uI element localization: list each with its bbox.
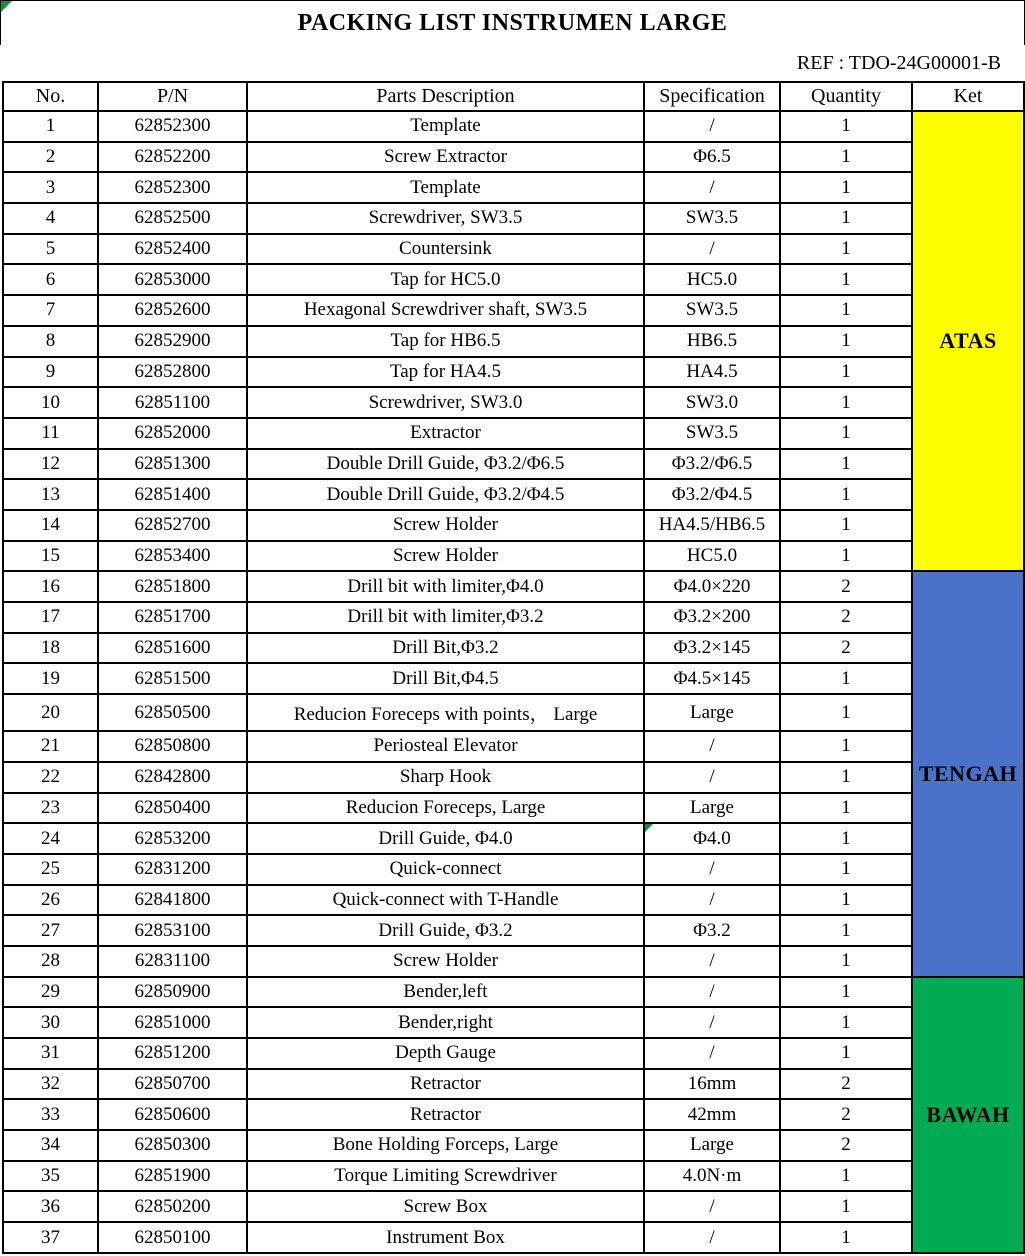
cell-qty: 1: [780, 387, 912, 418]
table-row: [3, 731, 1024, 762]
cell-desc: Screw Holder: [247, 946, 644, 977]
cell-no: 11: [3, 418, 98, 449]
ket-group-bawah: BAWAH: [912, 977, 1024, 1253]
table-row: [3, 571, 1024, 602]
cell-spec: /: [644, 854, 780, 885]
cell-spec: Large: [644, 793, 780, 824]
cell-desc: Depth Gauge: [247, 1038, 644, 1069]
table-row: [3, 541, 1024, 572]
table-row: [3, 418, 1024, 449]
cell-qty: 1: [780, 793, 912, 824]
cell-qty: 1: [780, 357, 912, 388]
cell-pn: 62851900: [98, 1161, 247, 1192]
cell-spec: HC5.0: [644, 264, 780, 295]
cell-qty: 1: [780, 977, 912, 1008]
cell-pn: 62850600: [98, 1099, 247, 1130]
table-body: [3, 111, 1024, 1253]
table-row: [3, 510, 1024, 541]
cell-desc: Drill bit with limiter,Φ3.2: [247, 602, 644, 633]
cell-no: 28: [3, 946, 98, 977]
cell-spec: 42mm: [644, 1099, 780, 1130]
table-row: [3, 449, 1024, 480]
cell-desc: Tap for HC5.0: [247, 264, 644, 295]
cell-qty: 1: [780, 264, 912, 295]
cell-desc: Screw Holder: [247, 541, 644, 572]
cell-pn: 62841800: [98, 885, 247, 916]
cell-spec: 4.0N·m: [644, 1161, 780, 1192]
table-row: [3, 663, 1024, 694]
table-row: [3, 326, 1024, 357]
cell-no: 24: [3, 823, 98, 854]
cell-spec: /: [644, 234, 780, 265]
table-row: [3, 823, 1024, 854]
cell-pn: 62853200: [98, 823, 247, 854]
column-header-pn: P/N: [98, 82, 247, 111]
cell-desc: Sharp Hook: [247, 762, 644, 793]
cell-pn: 62850100: [98, 1222, 247, 1253]
cell-no: 8: [3, 326, 98, 357]
cell-desc: Drill Bit,Φ4.5: [247, 663, 644, 694]
cell-desc: Reducion Foreceps, Large: [247, 793, 644, 824]
cell-pn: 62850400: [98, 793, 247, 824]
page-title: PACKING LIST INSTRUMEN LARGE: [297, 9, 728, 36]
cell-no: 14: [3, 510, 98, 541]
column-header-no: No.: [3, 82, 98, 111]
cell-desc: Double Drill Guide, Φ3.2/Φ6.5: [247, 449, 644, 480]
cell-spec: Large: [644, 694, 780, 731]
cell-qty: 2: [780, 1069, 912, 1100]
cell-qty: 1: [780, 1191, 912, 1222]
ref-label: REF : TDO-24G00001-B: [796, 51, 1001, 74]
cell-spec: SW3.0: [644, 387, 780, 418]
cell-pn: 62850200: [98, 1191, 247, 1222]
cell-desc: Screwdriver, SW3.0: [247, 387, 644, 418]
cell-no: 37: [3, 1222, 98, 1253]
cell-no: 5: [3, 234, 98, 265]
cell-desc: Double Drill Guide, Φ3.2/Φ4.5: [247, 479, 644, 510]
table-row: [3, 762, 1024, 793]
cell-spec: SW3.5: [644, 418, 780, 449]
cell-spec: Φ4.5×145: [644, 663, 780, 694]
cell-desc: Bender,left: [247, 977, 644, 1008]
cell-spec: /: [644, 172, 780, 203]
cell-no: 26: [3, 885, 98, 916]
cell-qty: 1: [780, 762, 912, 793]
cell-spec: HA4.5: [644, 357, 780, 388]
cell-desc: Periosteal Elevator: [247, 731, 644, 762]
cell-spec: HC5.0: [644, 541, 780, 572]
cell-spec: /: [644, 1191, 780, 1222]
cell-desc: Screwdriver, SW3.5: [247, 203, 644, 234]
cell-no: 22: [3, 762, 98, 793]
cell-desc: Tap for HA4.5: [247, 357, 644, 388]
cell-no: 30: [3, 1007, 98, 1038]
cell-desc: Template: [247, 111, 644, 142]
cell-desc: Bone Holding Forceps, Large: [247, 1130, 644, 1161]
cell-no: 15: [3, 541, 98, 572]
cell-pn: 62852700: [98, 510, 247, 541]
cell-pn: 62850700: [98, 1069, 247, 1100]
cell-desc: Countersink: [247, 234, 644, 265]
cell-no: 1: [3, 111, 98, 142]
cell-pn: 62853100: [98, 915, 247, 946]
cell-qty: 1: [780, 326, 912, 357]
cell-spec: SW3.5: [644, 203, 780, 234]
cell-no: 31: [3, 1038, 98, 1069]
cell-no: 33: [3, 1099, 98, 1130]
cell-qty: 2: [780, 633, 912, 664]
cell-spec: HB6.5: [644, 326, 780, 357]
cell-pn: 62850300: [98, 1130, 247, 1161]
cell-no: 16: [3, 571, 98, 602]
table-row: [3, 854, 1024, 885]
cell-spec: /: [644, 885, 780, 916]
cell-desc: Instrument Box: [247, 1222, 644, 1253]
cell-qty: 1: [780, 234, 912, 265]
cell-spec: /: [644, 946, 780, 977]
comment-marker-icon: [645, 824, 653, 832]
cell-desc: Quick-connect with T-Handle: [247, 885, 644, 916]
cell-desc: Bender,right: [247, 1007, 644, 1038]
cell-desc: Drill Bit,Φ3.2: [247, 633, 644, 664]
cell-pn: 62852000: [98, 418, 247, 449]
cell-desc: Drill Guide, Φ3.2: [247, 915, 644, 946]
table-row: [3, 111, 1024, 142]
cell-pn: 62851200: [98, 1038, 247, 1069]
cell-pn: 62852200: [98, 142, 247, 173]
cell-qty: 1: [780, 823, 912, 854]
table-row: [3, 793, 1024, 824]
cell-qty: 1: [780, 663, 912, 694]
cell-no: 35: [3, 1161, 98, 1192]
table-row: [3, 885, 1024, 916]
cell-qty: 1: [780, 541, 912, 572]
cell-pn: 62851400: [98, 479, 247, 510]
cell-qty: 1: [780, 510, 912, 541]
cell-pn: 62852900: [98, 326, 247, 357]
cell-pn: 62851500: [98, 663, 247, 694]
cell-pn: 62850500: [98, 694, 247, 731]
cell-qty: 1: [780, 1007, 912, 1038]
cell-pn: 62852500: [98, 203, 247, 234]
cell-qty: 1: [780, 946, 912, 977]
cell-spec: /: [644, 1038, 780, 1069]
cell-spec: Φ3.2: [644, 915, 780, 946]
table-row: [3, 357, 1024, 388]
table-row: [3, 633, 1024, 664]
cell-spec: Φ3.2/Φ6.5: [644, 449, 780, 480]
column-header-description: Parts Description: [247, 82, 644, 111]
cell-no: 36: [3, 1191, 98, 1222]
cell-spec: Φ3.2×200: [644, 602, 780, 633]
table-row: [3, 1069, 1024, 1100]
column-header-quantity: Quantity: [780, 82, 912, 111]
cell-qty: 1: [780, 915, 912, 946]
cell-spec: HA4.5/HB6.5: [644, 510, 780, 541]
cell-pn: 62852800: [98, 357, 247, 388]
table-row: [3, 1191, 1024, 1222]
cell-pn: 62831100: [98, 946, 247, 977]
table-row: [3, 1038, 1024, 1069]
cell-spec: Φ6.5: [644, 142, 780, 173]
cell-pn: 62851100: [98, 387, 247, 418]
cell-qty: 1: [780, 172, 912, 203]
table-row: [3, 946, 1024, 977]
cell-desc: Reducion Foreceps with points， Large: [247, 694, 644, 731]
cell-no: 32: [3, 1069, 98, 1100]
cell-desc: Drill bit with limiter,Φ4.0: [247, 571, 644, 602]
cell-qty: 1: [780, 418, 912, 449]
column-header-ket: Ket: [912, 82, 1024, 111]
cell-qty: 2: [780, 1099, 912, 1130]
cell-desc: Extractor: [247, 418, 644, 449]
cell-spec: SW3.5: [644, 295, 780, 326]
packing-list-table: [2, 81, 1025, 1254]
table-row: [3, 234, 1024, 265]
cell-qty: 2: [780, 602, 912, 633]
cell-pn: 62853000: [98, 264, 247, 295]
cell-no: 12: [3, 449, 98, 480]
cell-spec: Φ3.2/Φ4.5: [644, 479, 780, 510]
cell-desc: Torque Limiting Screwdriver: [247, 1161, 644, 1192]
cell-qty: 1: [780, 885, 912, 916]
cell-qty: 1: [780, 1038, 912, 1069]
cell-no: 2: [3, 142, 98, 173]
cell-pn: 62852300: [98, 172, 247, 203]
table-row: [3, 203, 1024, 234]
table-row: [3, 387, 1024, 418]
header-row: [3, 82, 1024, 111]
cell-spec: /: [644, 111, 780, 142]
cell-qty: 1: [780, 111, 912, 142]
cell-qty: 2: [780, 571, 912, 602]
cell-qty: 1: [780, 1161, 912, 1192]
cell-qty: 1: [780, 142, 912, 173]
cell-desc: Quick-connect: [247, 854, 644, 885]
cell-no: 4: [3, 203, 98, 234]
table-row: [3, 264, 1024, 295]
cell-no: 19: [3, 663, 98, 694]
cell-spec: Φ4.0: [644, 823, 780, 854]
cell-no: 13: [3, 479, 98, 510]
cell-qty: 1: [780, 854, 912, 885]
cell-no: 7: [3, 295, 98, 326]
cell-qty: 1: [780, 1222, 912, 1253]
comment-marker-icon: [1, 1, 12, 12]
cell-qty: 1: [780, 203, 912, 234]
cell-spec: /: [644, 1007, 780, 1038]
cell-spec: Large: [644, 1130, 780, 1161]
table-row: [3, 602, 1024, 633]
cell-pn: 62852600: [98, 295, 247, 326]
cell-no: 21: [3, 731, 98, 762]
cell-spec: 16mm: [644, 1069, 780, 1100]
cell-pn: 62850900: [98, 977, 247, 1008]
table-row: [3, 1222, 1024, 1253]
cell-spec: Φ4.0×220: [644, 571, 780, 602]
table-row: [3, 694, 1024, 731]
cell-pn: 62851600: [98, 633, 247, 664]
cell-pn: 62831200: [98, 854, 247, 885]
ket-group-tengah: TENGAH: [912, 571, 1024, 976]
cell-qty: 1: [780, 295, 912, 326]
table-row: [3, 1007, 1024, 1038]
cell-qty: 2: [780, 1130, 912, 1161]
cell-spec: /: [644, 762, 780, 793]
cell-no: 29: [3, 977, 98, 1008]
cell-spec: /: [644, 1222, 780, 1253]
table-row: [3, 1161, 1024, 1192]
table-row: [3, 295, 1024, 326]
ref-row: [0, 45, 1025, 81]
cell-pn: 62851800: [98, 571, 247, 602]
cell-no: 27: [3, 915, 98, 946]
cell-spec: /: [644, 731, 780, 762]
cell-spec: Φ3.2×145: [644, 633, 780, 664]
column-header-specification: Specification: [644, 82, 780, 111]
cell-qty: 1: [780, 479, 912, 510]
table-row: [3, 172, 1024, 203]
cell-pn: 62842800: [98, 762, 247, 793]
table-row: [3, 977, 1024, 1008]
cell-no: 20: [3, 694, 98, 731]
cell-desc: Screw Extractor: [247, 142, 644, 173]
cell-no: 6: [3, 264, 98, 295]
table-row: [3, 479, 1024, 510]
table-row: [3, 1130, 1024, 1161]
cell-no: 34: [3, 1130, 98, 1161]
cell-pn: 62852400: [98, 234, 247, 265]
cell-no: 25: [3, 854, 98, 885]
cell-desc: Tap for HB6.5: [247, 326, 644, 357]
table-row: [3, 915, 1024, 946]
cell-desc: Drill Guide, Φ4.0: [247, 823, 644, 854]
table-row: [3, 142, 1024, 173]
cell-desc: Hexagonal Screwdriver shaft, SW3.5: [247, 295, 644, 326]
cell-pn: 62853400: [98, 541, 247, 572]
cell-no: 10: [3, 387, 98, 418]
table-row: [3, 1099, 1024, 1130]
cell-pn: 62852300: [98, 111, 247, 142]
cell-no: 18: [3, 633, 98, 664]
cell-desc: Template: [247, 172, 644, 203]
cell-no: 3: [3, 172, 98, 203]
cell-pn: 62851300: [98, 449, 247, 480]
cell-qty: 1: [780, 731, 912, 762]
cell-no: 9: [3, 357, 98, 388]
cell-no: 23: [3, 793, 98, 824]
cell-desc: Screw Box: [247, 1191, 644, 1222]
cell-no: 17: [3, 602, 98, 633]
cell-pn: 62851700: [98, 602, 247, 633]
ket-group-atas: ATAS: [912, 111, 1024, 571]
cell-spec: /: [644, 977, 780, 1008]
cell-desc: Screw Holder: [247, 510, 644, 541]
title-box: [0, 0, 1025, 45]
cell-qty: 1: [780, 449, 912, 480]
cell-pn: 62850800: [98, 731, 247, 762]
cell-desc: Retractor: [247, 1099, 644, 1130]
cell-pn: 62851000: [98, 1007, 247, 1038]
cell-qty: 1: [780, 694, 912, 731]
cell-desc: Retractor: [247, 1069, 644, 1100]
